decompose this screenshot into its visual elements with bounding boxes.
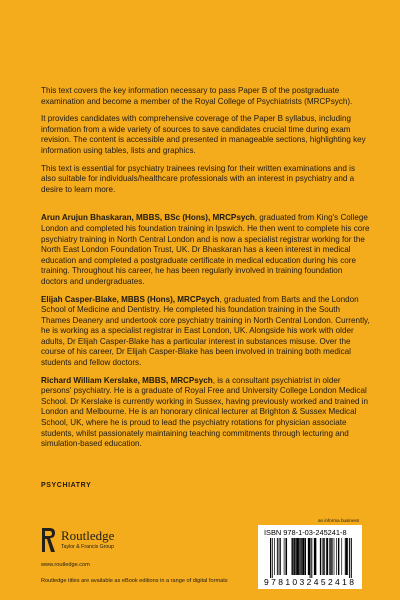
publisher-logo bbox=[41, 527, 151, 555]
back-cover-text bbox=[41, 86, 371, 457]
barcode-bar bbox=[347, 538, 348, 575]
barcode-bar bbox=[305, 538, 306, 575]
barcode-bar bbox=[284, 538, 285, 575]
barcode-bar bbox=[299, 538, 300, 575]
barcode-bar bbox=[272, 538, 273, 578]
barcode-bar bbox=[336, 538, 337, 575]
author-bio-2 bbox=[41, 295, 371, 369]
barcode-bar bbox=[323, 538, 324, 575]
barcode-bar bbox=[327, 538, 328, 575]
author-bio-3 bbox=[41, 376, 371, 450]
barcode-bar bbox=[338, 538, 339, 575]
author-bio-1 bbox=[41, 213, 371, 287]
barcode-bar bbox=[279, 538, 280, 575]
author-bio-text-2: , graduated from Barts and the London School of Medicine and Dentistry. He completed his foundation training in the South Thames Deanery and undertook core psychiatry training in North Central London. Currently, he is working as a specialist registrar in East London, UK. Alongside his work with older adults, Dr Elijah Casper-Blake has a particular interest in substances misuse. Over the course of his career, Dr Elijah Casper-Blake has been involved in training both medical students and fellow doctors. bbox=[41, 294, 370, 368]
author-name-1: Arun Arujun Bhaskaran, MBBS, BSc (Hons), MRCPsych bbox=[41, 213, 255, 223]
publisher-group: Taylor & Francis Group bbox=[61, 544, 115, 550]
barcode-bar bbox=[329, 538, 330, 575]
barcode-bar bbox=[296, 538, 297, 575]
barcode-bar bbox=[332, 538, 333, 575]
barcode-bar bbox=[326, 538, 327, 575]
barcode-graphic bbox=[262, 538, 358, 588]
barcode-bar bbox=[310, 538, 311, 578]
barcode-bar bbox=[347, 538, 348, 575]
barcode-bar bbox=[270, 538, 271, 578]
barcode-bar bbox=[331, 538, 332, 575]
barcode-bar bbox=[301, 538, 302, 575]
barcode-bar bbox=[280, 538, 281, 575]
barcode-bar bbox=[278, 538, 279, 575]
barcode-bar bbox=[294, 538, 295, 575]
barcode-bar bbox=[311, 538, 312, 578]
barcode-panel bbox=[258, 525, 362, 589]
isbn-label: ISBN 978-1-03-245241-8 bbox=[264, 528, 347, 537]
barcode-bar bbox=[320, 538, 321, 575]
blurb-paragraph-1: This text covers the key information necessary to pass Paper B of the postgraduate examination and become a member of the Royal College of Psychiatrists (MRCPsych). bbox=[41, 86, 353, 106]
author-name-3: Richard William Kerslake, MBBS, MRCPsych bbox=[41, 375, 213, 385]
barcode-bar bbox=[341, 538, 342, 575]
barcode-bar bbox=[293, 538, 294, 575]
barcode-bar bbox=[334, 538, 335, 575]
barcode-bar bbox=[322, 538, 323, 575]
barcode-bar bbox=[303, 538, 304, 575]
barcode-bar bbox=[345, 538, 346, 575]
barcode-bar bbox=[300, 538, 301, 575]
blurb-paragraph-3: This text is essential for psychiatry trainees revising for their written examinations and is also suitable for individuals/healthcare professionals with an interest in psychiatry and a desire to learn more. bbox=[41, 163, 355, 194]
barcode-bar bbox=[302, 538, 303, 575]
blurb-paragraph-2: It provides candidates with comprehensive coverage of the Paper B syllabus, including information from a wide variety of sources to save candidates crucial time during exam revision. The content is accessible and presented in manageable sections, highlighting key information using tables, lists and graphics. bbox=[41, 114, 366, 155]
barcode-bar bbox=[286, 538, 287, 575]
publisher-name: Routledge bbox=[61, 528, 115, 543]
routledge-logo-icon bbox=[41, 527, 56, 553]
ebook-note: Routledge titles are available as eBook editions in a range of digital formats bbox=[41, 578, 228, 584]
barcode-bar bbox=[298, 538, 299, 575]
author-bio-text-3: , is a consultant psychiatrist in older persons' psychiatry. He is a graduate of Royal Free and University College London Medical School. Dr Kerslake is currently working in Sussex, having previously worked and trained in London and Melbourne. He is an honorary clinical lecturer at Brighton & Sussex Medical School, UK, where he is proud to lead the psychiatry rotations for physician associate students, whilst passionately maintaining teaching commitments through lecturing and simulation-based education. bbox=[41, 375, 369, 449]
barcode-bar bbox=[292, 538, 293, 575]
barcode-bar bbox=[316, 538, 317, 575]
subject-category: PSYCHIATRY bbox=[41, 482, 92, 489]
author-name-2: Elijah Casper-Blake, MBBS (Hons), MRCPsych bbox=[41, 294, 220, 304]
informa-tagline: an informa business bbox=[318, 518, 360, 523]
barcode-bar bbox=[274, 538, 275, 575]
author-bio-text-1: , graduated from King's College London and completed his foundation training in Ipswich. He then went to complete his core psychiatry training in North Central London and is now a specialist registrar working for the North East London Foundation Trust, UK. Dr Bhaskaran has a keen interest in medical education and completed a postgraduate certificate in medical education during his core training. Throughout his career, he has been regularly involved in training foundation doctors and undergraduates. bbox=[41, 213, 370, 286]
barcode-bar bbox=[277, 538, 278, 575]
barcode-bar bbox=[351, 538, 352, 578]
publisher-website: www.routledge.com bbox=[41, 562, 90, 568]
barcode-digits: 9781032452418 bbox=[264, 577, 354, 587]
barcode-bar bbox=[349, 538, 350, 578]
